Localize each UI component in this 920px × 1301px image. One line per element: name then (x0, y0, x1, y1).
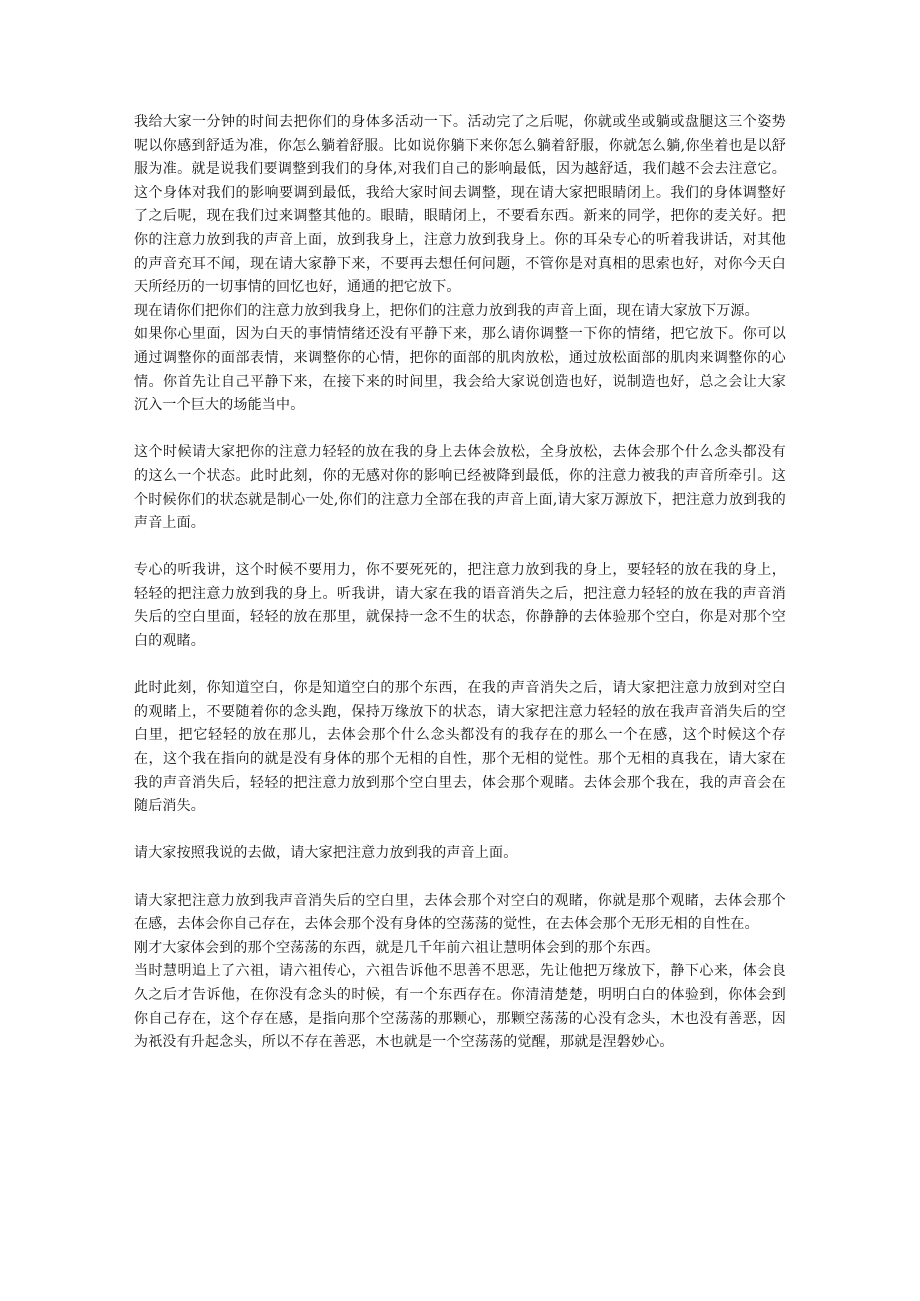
paragraph-block (134, 890, 786, 1055)
paragraph-line: 此时此刻，你知道空白，你是知道空白的那个东西，在我的声音消失之后，请大家把注意力放到对空白的观睹上，不要随着你的念头跑，保持万缘放下的状态，请大家把注意力轻轻的放在我声音消失后的空白里，把它轻轻的放在那儿，去体会那个什么念头都没有的我存在的那么一个在感，这个时候这个存在，这个我在指向的就是没有身体的那个无相的自性，那个无相的觉性。那个无相的真我在，请大家在我的声音消失后，轻轻的把注意力放到那个空白里去，体会那个观睹。去体会那个我在，我的声音会在随后消失。 (134, 680, 786, 815)
paragraph-line: 请大家按照我说的去做，请大家把注意力放到我的声音上面。 (134, 845, 518, 862)
paragraph-line: 专心的听我讲，这个时候不要用力，你不要死死的，把注意力放到我的身上，要轻轻的放在我的身上，轻轻的把注意力放到我的身上。听我讲，请大家在我的语音消失之后，把注意力轻轻的放在我的声音消失后的空白里面，轻轻的放在那里，就保持一念不生的状态，你静静的去体验那个空白，你是对那个空白的观睹。 (134, 562, 786, 650)
paragraph-block (134, 842, 786, 866)
paragraph-block (134, 559, 786, 653)
paragraph-line: 请大家把注意力放到我声音消失后的空白里，去体会那个对空白的观睹，你就是那个观睹，去体会那个在感，去体会你自己存在，去体会那个没有身体的空荡荡的觉性，在去体会那个无形无相的自性在。 (134, 892, 786, 933)
document-body (134, 111, 786, 1078)
paragraph-line: 如果你心里面，因为白天的事情情绪还没有平静下来，那么请你调整一下你的情绪，把它放下。你可以通过调整你的面部表情，来调整你的心情，把你的面部的肌肉放松，通过放松面部的肌肉来调整你的心情。你首先让自己平静下来，在接下来的时间里，我会给大家说创造也好，说制造也好，总之会让大家沉入一个巨大的场能当中。 (134, 326, 786, 414)
paragraph-line: 这个时候请大家把你的注意力轻轻的放在我的身上去体会放松，全身放松，去体会那个什么念头都没有的这么一个状态。此时此刻，你的无感对你的影响已经被降到最低，你的注意力被我的声音所牵引。这个时候你们的状态就是制心一处,你们的注意力全部在我的声音上面,请大家万源放下，把注意力放到我的声音上面。 (134, 444, 786, 532)
paragraph-line: 刚才大家体会到的那个空荡荡的东西，就是几千年前六祖让慧明体会到的那个东西。 (134, 939, 660, 956)
paragraph-block (134, 111, 786, 418)
paragraph-line: 当时慧明追上了六祖，请六祖传心，六祖告诉他不思善不思恶，先让他把万缘放下，静下心来，体会良久之后才告诉他，在你没有念头的时候，有一个东西存在。你清清楚楚，明明白白的体验到，你体会到你自己存在，这个存在感，是指向那个空荡荡的那颗心，那颗空荡荡的心没有念头，木也没有善恶，因为祇没有升起念头，所以不存在善恶，木也就是一个空荡荡的觉醒，那就是涅磐妙心。 (134, 963, 786, 1051)
paragraph-line: 我给大家一分钟的时间去把你们的身体多活动一下。活动完了之后呢，你就或坐或躺或盘腿这三个姿势呢以你感到舒适为准，你怎么躺着舒服。比如说你躺下来你怎么躺着舒服，你就怎么躺,你坐着也是以舒服为准。就是说我们要调整到我们的身体,对我们自己的影响最低，因为越舒适，我们越不会去注意它。这个身体对我们的影响要调到最低，我给大家时间去调整，现在请大家把眼睛闭上。我们的身体调整好了之后呢，现在我们过来调整其他的。眼睛，眼睛闭上，不要看东西。新来的同学，把你的麦关好。把你的注意力放到我的声音上面，放到我身上，注意力放到我身上。你的耳朵专心的听着我讲话，对其他的声音充耳不闻，现在请大家静下来，不要再去想任何问题，不管你是对真相的思索也好，对你今天白天所经历的一切事情的回忆也好，通通的把它放下。 (134, 114, 786, 296)
paragraph-line: 现在请你们把你们的注意力放到我身上，把你们的注意力放到我的声音上面，现在请大家放下万源。 (134, 302, 759, 319)
paragraph-block (134, 677, 786, 819)
paragraph-block (134, 441, 786, 535)
